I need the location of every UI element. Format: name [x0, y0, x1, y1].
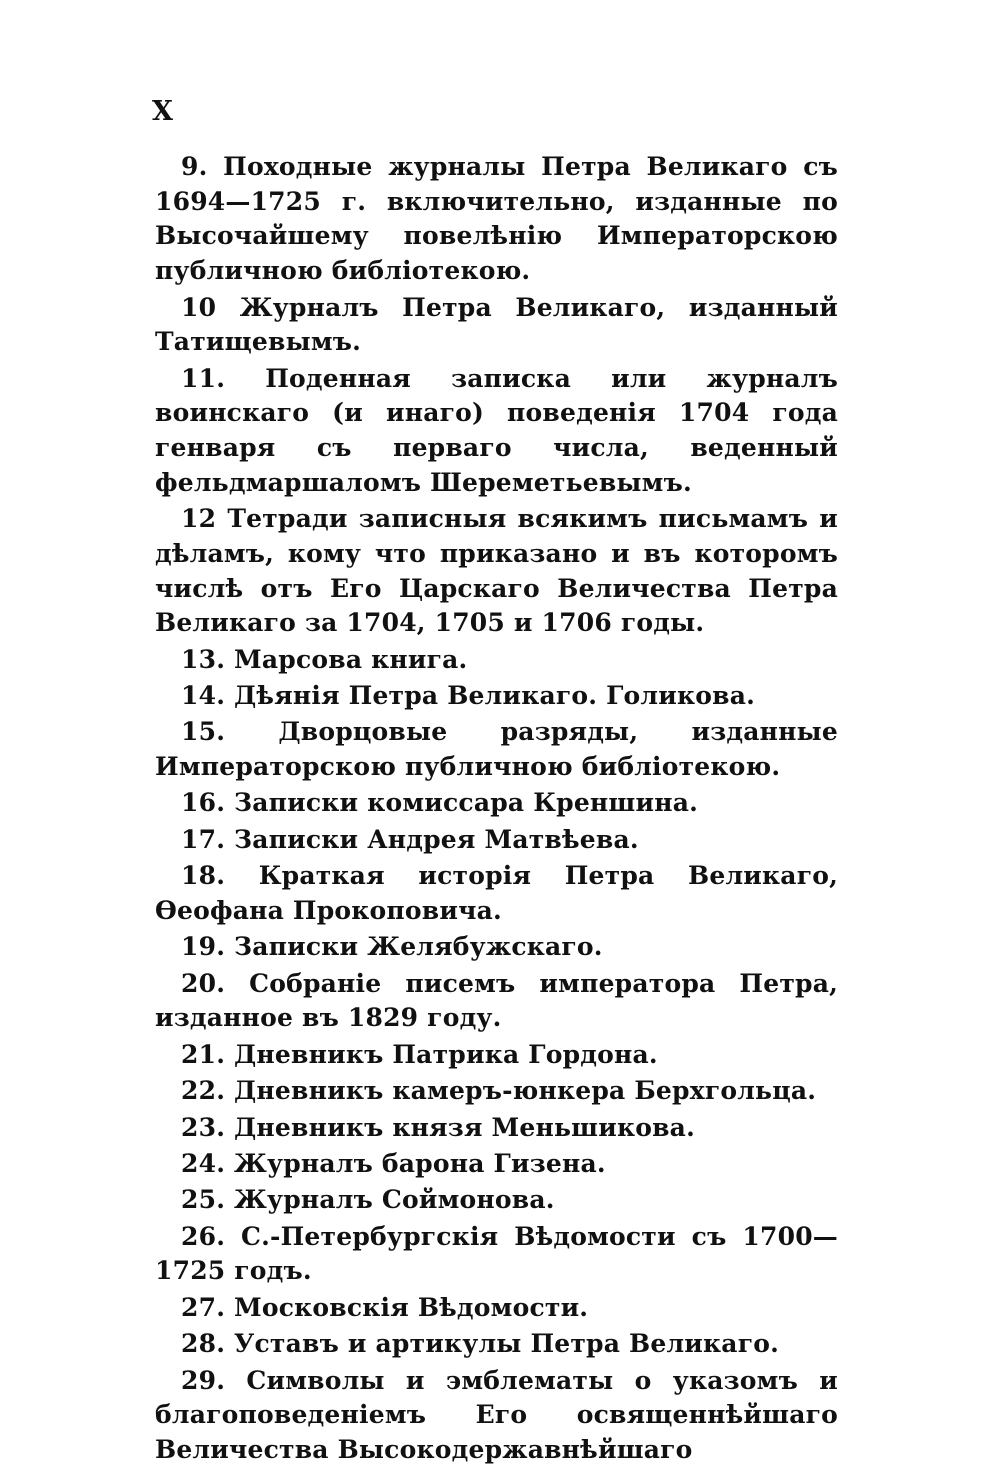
list-item: 24. Журналъ барона Гизена. — [181, 1149, 606, 1178]
list-item: 15. Дворцовые разряды, изданные Императорскою публичною библіотекою. — [155, 717, 838, 782]
list-item: 20. Собраніе писемъ императора Петра, изданное въ 1829 году. — [155, 968, 838, 1033]
list-item: 11. Поденная записка или журналъ воинскаго (и инаго) поведенія 1704 года генваря съ перваго числа, веденный фельдмаршаломъ Шереметьевымъ. — [155, 363, 838, 497]
list-item: 12 Тетради записныя всякимъ письмамъ и дѣламъ, кому что приказано и въ которомъ числѣ отъ Его Царскаго Величества Петра Великаго за 1704, 1705 и 1706 годы. — [155, 504, 838, 638]
list-item: 17. Записки Андрея Матвѣева. — [181, 824, 639, 854]
list-item: 19. Записки Желябужскаго. — [181, 932, 603, 962]
list-item: 21. Дневникъ Патрика Гордона. — [181, 1039, 658, 1069]
list-item: 9. Походные журналы Петра Великаго съ 1694—1725 г. включительно, изданные по Высочайшему повелѣнію Императорскою публичною библіотекою. — [155, 152, 838, 286]
list-item: 25. Журналъ Соймонова. — [181, 1185, 555, 1215]
list-item: 10 Журналъ Петра Великаго, изданный Татищевымъ. — [155, 292, 838, 357]
list-item: 28. Уставъ и артикулы Петра Великаго. — [181, 1329, 780, 1359]
list-item: 14. Дѣянія Петра Великаго. Голикова. — [181, 680, 755, 710]
bibliography-list — [155, 150, 838, 1468]
page-number: X — [152, 96, 174, 127]
list-item: 29. Символы и эмблематы о указомъ и благоповеденіемъ Его освященнѣйшаго Величества Высокодержавнѣйшаго — [155, 1365, 838, 1465]
list-item: 16. Записки комиссара Креншина. — [181, 788, 699, 818]
list-item: 18. Краткая исторія Петра Великаго, Ѳеофана Прокоповича. — [155, 861, 838, 925]
list-item: 23. Дневникъ князя Меньшикова. — [181, 1112, 695, 1142]
list-item: 27. Московскія Вѣдомости. — [181, 1292, 589, 1322]
list-item: 22. Дневникъ камеръ-юнкера Берхгольца. — [181, 1076, 817, 1106]
list-item: 26. С.-Петербургскія Вѣдомости съ 1700—1725 годъ. — [155, 1221, 838, 1286]
list-item: 13. Марсова книга. — [181, 644, 468, 674]
